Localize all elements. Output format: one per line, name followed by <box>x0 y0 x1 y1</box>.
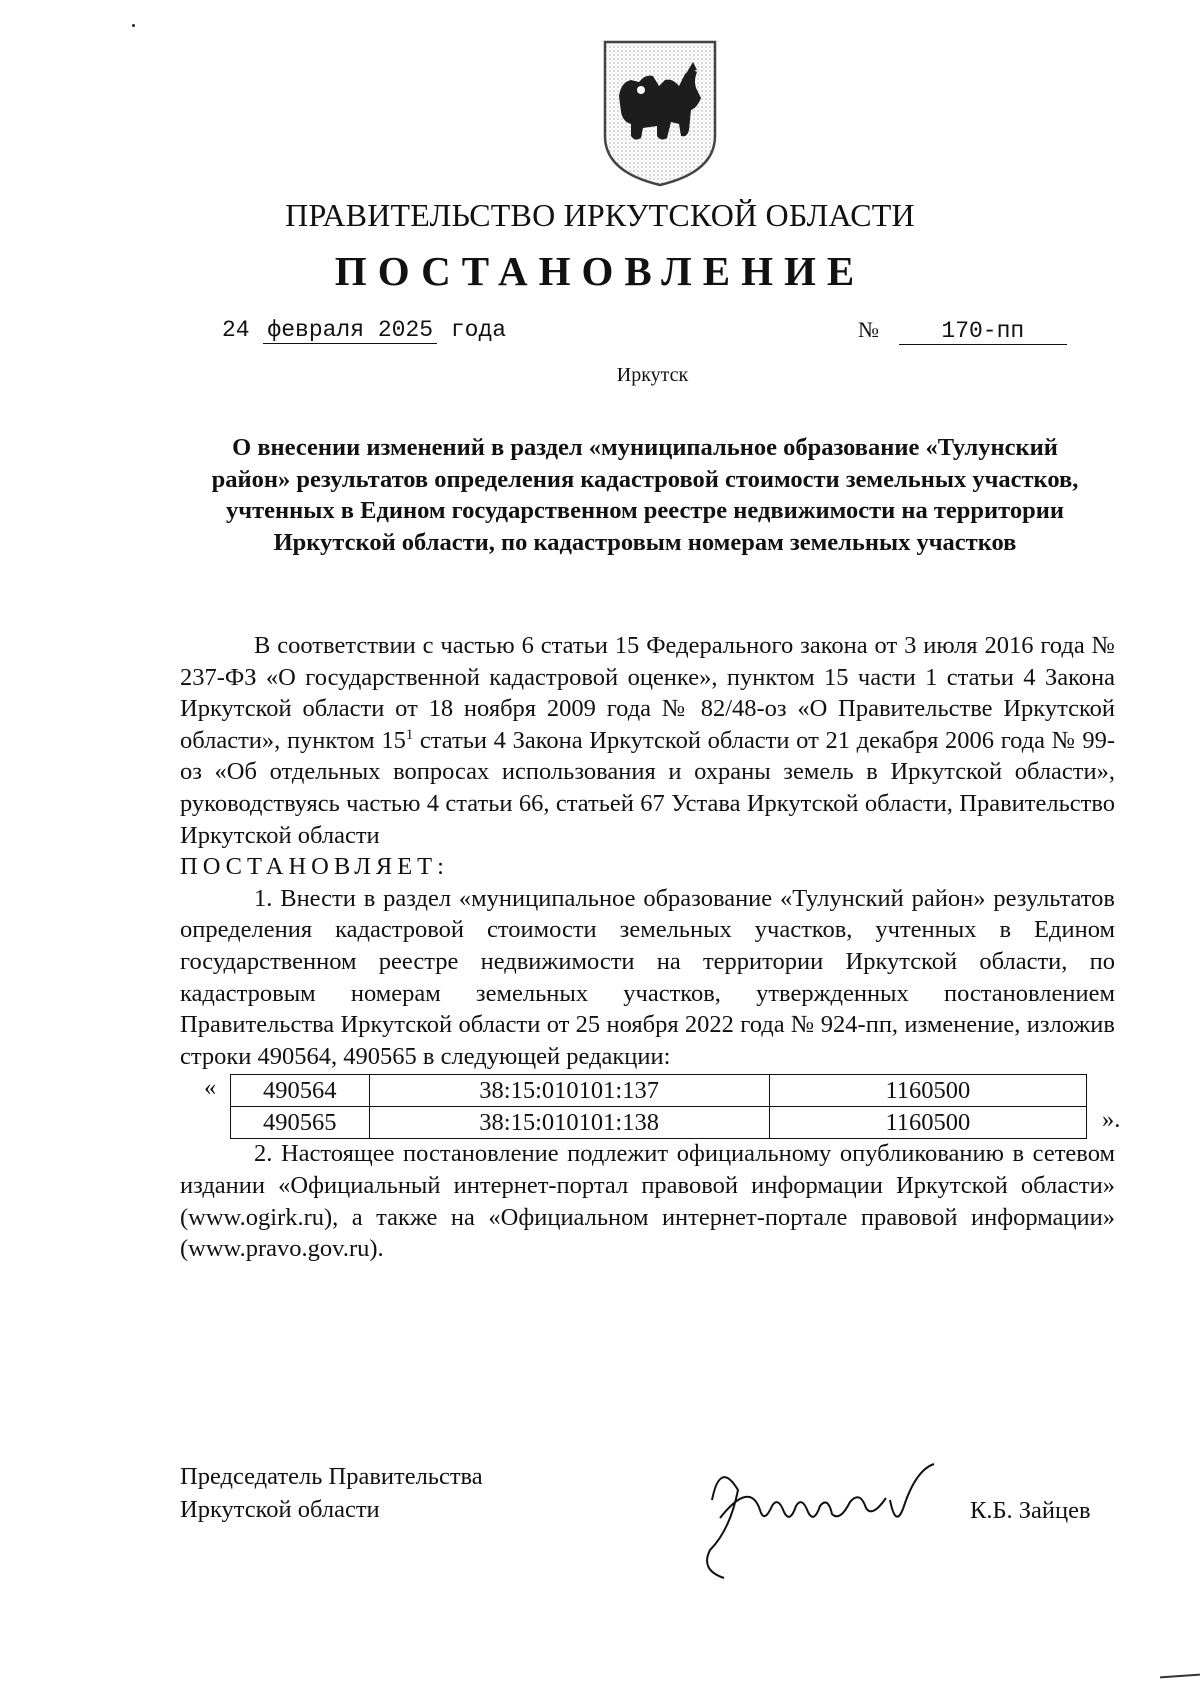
scan-speck <box>132 24 135 27</box>
table-quote-open: « <box>204 1074 217 1102</box>
preamble-paragraph <box>180 630 1115 851</box>
amendment-table <box>230 1074 1087 1139</box>
item-1-paragraph: 1. Внести в раздел «муниципальное образование «Тулунский район» результатов определения кадастровой стоимости земельных участков, учтенных в Едином государственном реестре недвижимости на территории Иркутской области, по кадастровым номерам земельных участков, утвержденных постановлением Правительства Иркутской области от 25 ноября 2022 года № 924-пп, изменение, изложив строки 490564, 490565 в следующей редакции: <box>180 884 1115 1070</box>
document-subject: О внесении изменений в раздел «муниципальное образование «Тулунский район» результатов определения кадастровой стоимости земельных участков, учтенных в Едином государственном реестре недвижимости на территории Иркутской области, по кадастровым номерам земельных участков <box>211 434 1079 556</box>
item-2-paragraph: 2. Настоящее постановление подлежит официальному опубликованию в сетевом издании «Официальный интернет-портал правовой информации Иркутской области» (www.ogirk.ru), а также на «Официальном интернет-портале правовой информации» (www.pravo.gov.ru). <box>180 1140 1115 1263</box>
table-cell-cadastral-number: 38:15:010101:138 <box>369 1107 769 1139</box>
number-value: 170-пп <box>899 318 1067 345</box>
document-number <box>858 317 1067 345</box>
handwritten-signature <box>690 1440 950 1590</box>
table-cell-cadastral-number: 38:15:010101:137 <box>369 1075 769 1107</box>
preamble-part2: статьи 4 Закона Иркутской области от 21 декабря 2006 года № 99-оз «Об отдельных вопросах использования и охраны земель в Иркутской области», руководствуясь частью 4 статьи 66, статьей 67 Устава Иркутской области, Правительство Иркутской области <box>180 726 1115 849</box>
preamble-superscript: 1 <box>405 726 414 743</box>
amendment-table-block <box>180 1072 1121 1138</box>
document-type: ПОСТАНОВЛЕНИЕ <box>334 248 866 294</box>
table-cell-cadastral-value: 1160500 <box>769 1107 1086 1139</box>
issue-city: Иркутск <box>616 364 689 386</box>
table-row <box>231 1075 1087 1107</box>
signatory-name: К.Б. Зайцев <box>970 1497 1091 1524</box>
preamble-part1: В соответствии с частью 6 статьи 15 Федерального закона от 3 июля 2016 года № 237-ФЗ «О государственной кадастровой оценке», пунктом 15 части 1 статьи 4 Закона Иркутской области от 18 ноября 2009 года № 82/48-оз «О Правительстве Иркутской области», пунктом 15 <box>180 632 1115 754</box>
document-date <box>222 317 506 343</box>
table-cell-row-number: 490565 <box>231 1107 370 1139</box>
signatory-position <box>180 1460 483 1526</box>
date-suffix: года <box>450 317 507 343</box>
signatory-position-line1: Председатель Правительства <box>180 1463 483 1490</box>
coat-of-arms-icon <box>601 38 719 188</box>
date-day: 24 <box>222 317 250 343</box>
date-month-year: февраля 2025 <box>263 317 437 344</box>
table-row <box>231 1107 1087 1139</box>
signatory-position-line2: Иркутской области <box>180 1496 380 1523</box>
resolves-heading: ПОСТАНОВЛЯЕТ: <box>180 853 449 881</box>
number-sign: № <box>858 317 879 342</box>
table-cell-cadastral-value: 1160500 <box>769 1075 1086 1107</box>
table-quote-close: ». <box>1102 1106 1121 1134</box>
scan-edge-mark <box>1160 1674 1200 1679</box>
document-body <box>180 630 1121 1265</box>
government-title: ПРАВИТЕЛЬСТВО ИРКУТСКОЙ ОБЛАСТИ <box>285 197 915 233</box>
table-cell-row-number: 490564 <box>231 1075 370 1107</box>
